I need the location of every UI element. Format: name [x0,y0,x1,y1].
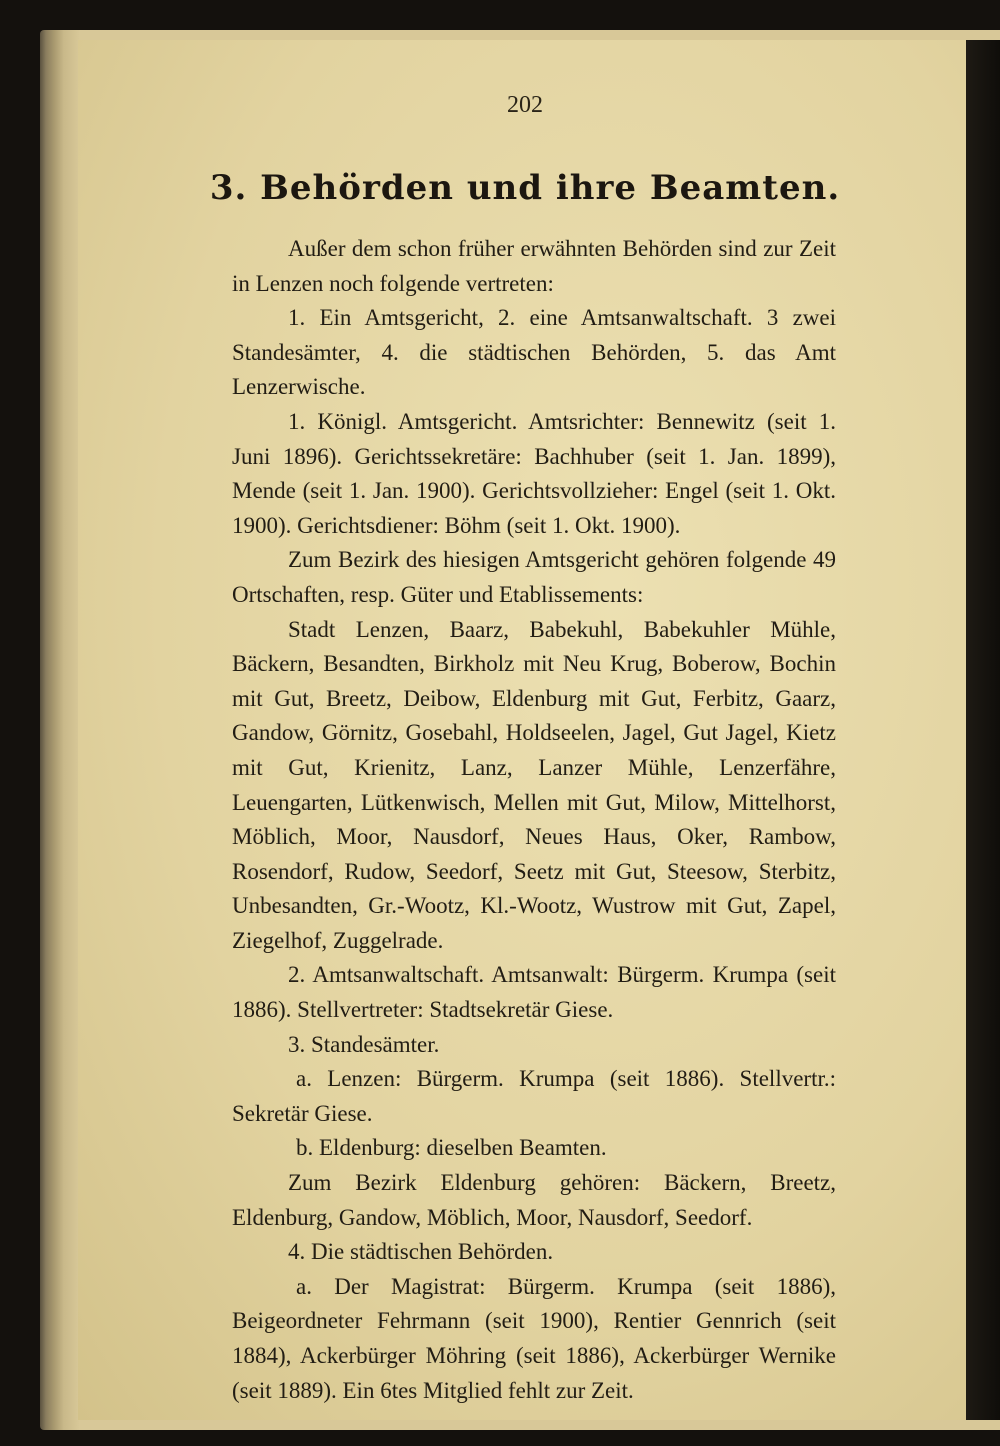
paragraph: 2. Amtsanwaltschaft. Amtsanwalt: Bürgerm. Krumpa (seit 1886). Stellvertreter: Stadtsekretär Giese. [232,962,836,1023]
paragraph: 4. Die städtischen Behörden. [288,1239,554,1265]
paragraph: 1. Ein Amtsgericht, 2. eine Amtsanwaltschaft. 3 zwei Standesämter, 4. die städtischen Behörden, 5. das Amt Lenzerwische. [232,305,836,400]
page-number: 202 [507,92,543,118]
paragraph: a. Lenzen: Bürgerm. Krumpa (seit 1886). Stellvertr.: Sekretär Giese. [232,1066,836,1126]
paragraph: 1. Königl. Amtsgericht. Amtsrichter: Bennewitz (seit 1. Juni 1896). Gerichtssekretäre: Bachhuber (seit 1. Jan. 1899), Mende (seit 1. Jan. 1900). Gerichtsvollzieher: Engel (seit 1. Okt. 1900). Gerichtsdiener: Böhm (seit 1. Okt. 1900). [232,408,836,538]
body-text [232,232,836,1408]
paragraph: 3. Standesämter. [288,1031,440,1057]
paragraph: Stadt Lenzen, Baarz, Babekuhl, Babekuhler Mühle, Bäckern, Besandten, Birkholz mit Neu Krug, Boberow, Bochin mit Gut, Breetz, Deibow, Eldenburg mit Gut, Ferbitz, Gaarz, Gandow, Görnitz, Gosebahl, Holdseelen, Jagel, Gut Jagel, Kietz mit Gut, Krienitz, Lanz, Lanzer Mühle, Lenzerfähre, Leuengarten, Lütkenwisch, Mellen mit Gut, Milow, Mittelhorst, Möblich, Moor, Nausdorf, Neues Haus, Oker, Rambow, Rosendorf, Rudow, Seedorf, Seetz mit Gut, Steesow, Sterbitz, Unbesandten, Gr.-Wootz, Kl.-Wootz, Wustrow mit Gut, Zapel, Ziegelhof, Zuggelrade. [232,616,836,953]
right-page-edge [966,40,1000,1420]
section-heading: 3. Behörden und ihre Beamten. [209,168,841,208]
paragraph: Außer dem schon früher erwähnten Behörden sind zur Zeit in Lenzen noch folgende vertreten: [232,236,836,296]
paragraph: Zum Bezirk des hiesigen Amtsgericht gehören folgende 49 Ortschaften, resp. Güter und Etablissements: [232,547,836,607]
paragraph: Zum Bezirk Eldenburg gehören: Bäckern, Breetz, Eldenburg, Gandow, Möblich, Moor, Nausdorf, Seedorf. [232,1170,836,1230]
paragraph: b. Eldenburg: dieselben Beamten. [296,1135,607,1161]
paragraph: a. Der Magistrat: Bürgerm. Krumpa (seit 1886), Beigeordneter Fehrmann (seit 1900), Rentier Gennrich (seit 1884), Ackerbürger Möhring (seit 1886), Ackerbürger Wernike (seit 1889). Ein 6tes Mitglied fehlt zur Zeit. [232,1273,836,1403]
